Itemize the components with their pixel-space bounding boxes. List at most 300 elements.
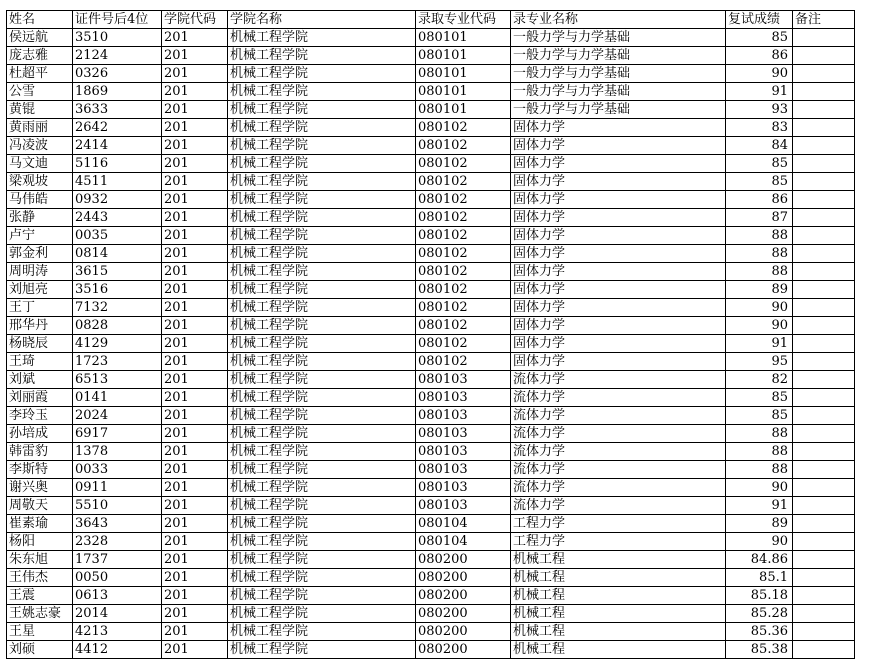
school-code-cell[interactable]: 201 — [162, 515, 228, 533]
name-cell[interactable]: 杜超平 — [7, 65, 73, 83]
school-name-cell[interactable]: 机械工程学院 — [228, 551, 416, 569]
header-major-code[interactable]: 录取专业代码 — [416, 11, 511, 29]
retest-score-cell[interactable]: 89 — [726, 281, 793, 299]
remarks-cell[interactable] — [793, 119, 855, 137]
remarks-cell[interactable] — [793, 641, 855, 659]
name-cell[interactable]: 谢兴奥 — [7, 479, 73, 497]
name-cell[interactable]: 黄雨丽 — [7, 119, 73, 137]
school-name-cell[interactable]: 机械工程学院 — [228, 515, 416, 533]
school-code-cell[interactable]: 201 — [162, 587, 228, 605]
id-last4-cell[interactable]: 2443 — [73, 209, 162, 227]
major-code-cell[interactable]: 080200 — [416, 551, 511, 569]
name-cell[interactable]: 马伟皓 — [7, 191, 73, 209]
major-code-cell[interactable]: 080102 — [416, 191, 511, 209]
major-name-cell[interactable]: 固体力学 — [511, 209, 726, 227]
remarks-cell[interactable] — [793, 533, 855, 551]
major-name-cell[interactable]: 固体力学 — [511, 191, 726, 209]
name-cell[interactable]: 梁观坡 — [7, 173, 73, 191]
retest-score-cell[interactable]: 85.38 — [726, 641, 793, 659]
name-cell[interactable]: 郭金利 — [7, 245, 73, 263]
retest-score-cell[interactable]: 93 — [726, 101, 793, 119]
remarks-cell[interactable] — [793, 515, 855, 533]
remarks-cell[interactable] — [793, 263, 855, 281]
school-code-cell[interactable]: 201 — [162, 551, 228, 569]
remarks-cell[interactable] — [793, 65, 855, 83]
major-name-cell[interactable]: 一般力学与力学基础 — [511, 65, 726, 83]
school-name-cell[interactable]: 机械工程学院 — [228, 569, 416, 587]
remarks-cell[interactable] — [793, 371, 855, 389]
name-cell[interactable]: 杨阳 — [7, 533, 73, 551]
major-code-cell[interactable]: 080103 — [416, 497, 511, 515]
remarks-cell[interactable] — [793, 173, 855, 191]
id-last4-cell[interactable]: 0141 — [73, 389, 162, 407]
name-cell[interactable]: 李斯特 — [7, 461, 73, 479]
header-school-name[interactable]: 学院名称 — [228, 11, 416, 29]
major-name-cell[interactable]: 流体力学 — [511, 443, 726, 461]
school-name-cell[interactable]: 机械工程学院 — [228, 317, 416, 335]
major-name-cell[interactable]: 流体力学 — [511, 425, 726, 443]
school-code-cell[interactable]: 201 — [162, 173, 228, 191]
id-last4-cell[interactable]: 2328 — [73, 533, 162, 551]
id-last4-cell[interactable]: 4213 — [73, 623, 162, 641]
school-code-cell[interactable]: 201 — [162, 47, 228, 65]
remarks-cell[interactable] — [793, 479, 855, 497]
major-name-cell[interactable]: 流体力学 — [511, 479, 726, 497]
id-last4-cell[interactable]: 6513 — [73, 371, 162, 389]
remarks-cell[interactable] — [793, 245, 855, 263]
id-last4-cell[interactable]: 2124 — [73, 47, 162, 65]
name-cell[interactable]: 李玲玉 — [7, 407, 73, 425]
table-row — [7, 155, 855, 173]
id-last4-cell[interactable]: 3615 — [73, 263, 162, 281]
school-code-cell[interactable]: 201 — [162, 191, 228, 209]
remarks-cell[interactable] — [793, 461, 855, 479]
remarks-cell[interactable] — [793, 299, 855, 317]
school-code-cell[interactable]: 201 — [162, 119, 228, 137]
major-code-cell[interactable]: 080103 — [416, 479, 511, 497]
major-code-cell[interactable]: 080101 — [416, 47, 511, 65]
major-name-cell[interactable]: 固体力学 — [511, 227, 726, 245]
name-cell[interactable]: 朱东旭 — [7, 551, 73, 569]
name-cell[interactable]: 邢华丹 — [7, 317, 73, 335]
major-name-cell[interactable]: 工程力学 — [511, 533, 726, 551]
major-name-cell[interactable]: 固体力学 — [511, 317, 726, 335]
major-code-cell[interactable]: 080102 — [416, 119, 511, 137]
id-last4-cell[interactable]: 0932 — [73, 191, 162, 209]
school-name-cell[interactable]: 机械工程学院 — [228, 299, 416, 317]
major-name-cell[interactable]: 固体力学 — [511, 299, 726, 317]
name-cell[interactable]: 王丁 — [7, 299, 73, 317]
retest-score-cell[interactable]: 89 — [726, 515, 793, 533]
school-name-cell[interactable]: 机械工程学院 — [228, 407, 416, 425]
retest-score-cell[interactable]: 87 — [726, 209, 793, 227]
table-row — [7, 479, 855, 497]
major-name-cell[interactable]: 流体力学 — [511, 407, 726, 425]
school-code-cell[interactable]: 201 — [162, 479, 228, 497]
id-last4-cell[interactable]: 1737 — [73, 551, 162, 569]
major-name-cell[interactable]: 流体力学 — [511, 461, 726, 479]
name-cell[interactable]: 王星 — [7, 623, 73, 641]
school-code-cell[interactable]: 201 — [162, 371, 228, 389]
school-code-cell[interactable]: 201 — [162, 569, 228, 587]
school-name-cell[interactable]: 机械工程学院 — [228, 353, 416, 371]
table-row — [7, 605, 855, 623]
major-name-cell[interactable]: 固体力学 — [511, 155, 726, 173]
id-last4-cell[interactable]: 0613 — [73, 587, 162, 605]
retest-score-cell[interactable]: 91 — [726, 83, 793, 101]
major-name-cell[interactable]: 固体力学 — [511, 353, 726, 371]
school-name-cell[interactable]: 机械工程学院 — [228, 497, 416, 515]
school-code-cell[interactable]: 201 — [162, 353, 228, 371]
header-id-last4[interactable]: 证件号后4位 — [73, 11, 162, 29]
id-last4-cell[interactable]: 7132 — [73, 299, 162, 317]
table-row — [7, 245, 855, 263]
school-code-cell[interactable]: 201 — [162, 389, 228, 407]
major-code-cell[interactable]: 080104 — [416, 533, 511, 551]
retest-score-cell[interactable]: 85 — [726, 389, 793, 407]
name-cell[interactable]: 崔素瑜 — [7, 515, 73, 533]
school-name-cell[interactable]: 机械工程学院 — [228, 155, 416, 173]
table-row — [7, 515, 855, 533]
name-cell[interactable]: 侯远航 — [7, 29, 73, 47]
school-name-cell[interactable]: 机械工程学院 — [228, 191, 416, 209]
retest-score-cell[interactable]: 90 — [726, 479, 793, 497]
major-code-cell[interactable]: 080101 — [416, 83, 511, 101]
remarks-cell[interactable] — [793, 569, 855, 587]
school-code-cell[interactable]: 201 — [162, 407, 228, 425]
id-last4-cell[interactable]: 1378 — [73, 443, 162, 461]
major-name-cell[interactable]: 机械工程 — [511, 569, 726, 587]
major-name-cell[interactable]: 一般力学与力学基础 — [511, 83, 726, 101]
retest-score-cell[interactable]: 88 — [726, 461, 793, 479]
major-name-cell[interactable]: 机械工程 — [511, 551, 726, 569]
id-last4-cell[interactable]: 3516 — [73, 281, 162, 299]
retest-score-cell[interactable]: 86 — [726, 191, 793, 209]
id-last4-cell[interactable]: 5116 — [73, 155, 162, 173]
remarks-cell[interactable] — [793, 227, 855, 245]
name-cell[interactable]: 刘斌 — [7, 371, 73, 389]
major-code-cell[interactable]: 080101 — [416, 29, 511, 47]
major-code-cell[interactable]: 080103 — [416, 461, 511, 479]
table-row — [7, 263, 855, 281]
school-name-cell[interactable]: 机械工程学院 — [228, 281, 416, 299]
school-name-cell[interactable]: 机械工程学院 — [228, 461, 416, 479]
major-code-cell[interactable]: 080102 — [416, 227, 511, 245]
major-code-cell[interactable]: 080101 — [416, 101, 511, 119]
school-code-cell[interactable]: 201 — [162, 281, 228, 299]
school-name-cell[interactable]: 机械工程学院 — [228, 533, 416, 551]
retest-score-cell[interactable]: 82 — [726, 371, 793, 389]
school-name-cell[interactable]: 机械工程学院 — [228, 479, 416, 497]
school-code-cell[interactable]: 201 — [162, 65, 228, 83]
school-code-cell[interactable]: 201 — [162, 29, 228, 47]
retest-score-cell[interactable]: 83 — [726, 119, 793, 137]
school-code-cell[interactable]: 201 — [162, 155, 228, 173]
major-code-cell[interactable]: 080102 — [416, 173, 511, 191]
retest-score-cell[interactable]: 91 — [726, 335, 793, 353]
remarks-cell[interactable] — [793, 191, 855, 209]
major-code-cell[interactable]: 080102 — [416, 335, 511, 353]
major-name-cell[interactable]: 一般力学与力学基础 — [511, 29, 726, 47]
school-code-cell[interactable]: 201 — [162, 245, 228, 263]
header-school-code[interactable]: 学院代码 — [162, 11, 228, 29]
major-name-cell[interactable]: 固体力学 — [511, 335, 726, 353]
major-code-cell[interactable]: 080102 — [416, 245, 511, 263]
retest-score-cell[interactable]: 84.86 — [726, 551, 793, 569]
header-name[interactable]: 姓名 — [7, 11, 73, 29]
school-code-cell[interactable]: 201 — [162, 425, 228, 443]
retest-score-cell[interactable]: 85 — [726, 173, 793, 191]
name-cell[interactable]: 张静 — [7, 209, 73, 227]
school-name-cell[interactable]: 机械工程学院 — [228, 137, 416, 155]
name-cell[interactable]: 周明涛 — [7, 263, 73, 281]
major-code-cell[interactable]: 080102 — [416, 353, 511, 371]
name-cell[interactable]: 刘丽霞 — [7, 389, 73, 407]
name-cell[interactable]: 韩雷豹 — [7, 443, 73, 461]
major-name-cell[interactable]: 固体力学 — [511, 119, 726, 137]
remarks-cell[interactable] — [793, 623, 855, 641]
school-name-cell[interactable]: 机械工程学院 — [228, 47, 416, 65]
major-name-cell[interactable]: 流体力学 — [511, 389, 726, 407]
id-last4-cell[interactable]: 4511 — [73, 173, 162, 191]
school-code-cell[interactable]: 201 — [162, 605, 228, 623]
retest-score-cell[interactable]: 88 — [726, 245, 793, 263]
name-cell[interactable]: 王震 — [7, 587, 73, 605]
name-cell[interactable]: 王伟杰 — [7, 569, 73, 587]
school-name-cell[interactable]: 机械工程学院 — [228, 29, 416, 47]
school-name-cell[interactable]: 机械工程学院 — [228, 65, 416, 83]
school-code-cell[interactable]: 201 — [162, 623, 228, 641]
table-row — [7, 119, 855, 137]
id-last4-cell[interactable]: 0828 — [73, 317, 162, 335]
retest-score-cell[interactable]: 85 — [726, 155, 793, 173]
remarks-cell[interactable] — [793, 587, 855, 605]
name-cell[interactable]: 公雪 — [7, 83, 73, 101]
name-cell[interactable]: 杨晓辰 — [7, 335, 73, 353]
school-code-cell[interactable]: 201 — [162, 641, 228, 659]
major-name-cell[interactable]: 一般力学与力学基础 — [511, 101, 726, 119]
major-code-cell[interactable]: 080102 — [416, 209, 511, 227]
school-code-cell[interactable]: 201 — [162, 227, 228, 245]
major-name-cell[interactable]: 机械工程 — [511, 623, 726, 641]
school-code-cell[interactable]: 201 — [162, 209, 228, 227]
major-code-cell[interactable]: 080102 — [416, 155, 511, 173]
remarks-cell[interactable] — [793, 335, 855, 353]
retest-score-cell[interactable]: 90 — [726, 65, 793, 83]
id-last4-cell[interactable]: 0035 — [73, 227, 162, 245]
remarks-cell[interactable] — [793, 443, 855, 461]
retest-score-cell[interactable]: 88 — [726, 263, 793, 281]
school-name-cell[interactable]: 机械工程学院 — [228, 425, 416, 443]
remarks-cell[interactable] — [793, 101, 855, 119]
major-code-cell[interactable]: 080103 — [416, 425, 511, 443]
id-last4-cell[interactable]: 0050 — [73, 569, 162, 587]
remarks-cell[interactable] — [793, 389, 855, 407]
retest-score-cell[interactable]: 85 — [726, 407, 793, 425]
header-major-name[interactable]: 录专业名称 — [511, 11, 726, 29]
major-name-cell[interactable]: 固体力学 — [511, 173, 726, 191]
remarks-cell[interactable] — [793, 425, 855, 443]
retest-score-cell[interactable]: 95 — [726, 353, 793, 371]
remarks-cell[interactable] — [793, 281, 855, 299]
name-cell[interactable]: 刘旭亮 — [7, 281, 73, 299]
major-name-cell[interactable]: 一般力学与力学基础 — [511, 47, 726, 65]
remarks-cell[interactable] — [793, 353, 855, 371]
id-last4-cell[interactable]: 5510 — [73, 497, 162, 515]
remarks-cell[interactable] — [793, 605, 855, 623]
school-name-cell[interactable]: 机械工程学院 — [228, 119, 416, 137]
major-name-cell[interactable]: 固体力学 — [511, 263, 726, 281]
name-cell[interactable]: 周敬天 — [7, 497, 73, 515]
id-last4-cell[interactable]: 0033 — [73, 461, 162, 479]
retest-score-cell[interactable]: 85.18 — [726, 587, 793, 605]
major-name-cell[interactable]: 固体力学 — [511, 245, 726, 263]
retest-score-cell[interactable]: 90 — [726, 533, 793, 551]
name-cell[interactable]: 黄锟 — [7, 101, 73, 119]
retest-score-cell[interactable]: 84 — [726, 137, 793, 155]
school-name-cell[interactable]: 机械工程学院 — [228, 101, 416, 119]
remarks-cell[interactable] — [793, 29, 855, 47]
id-last4-cell[interactable]: 4129 — [73, 335, 162, 353]
header-row — [7, 11, 855, 29]
header-remarks[interactable]: 备注 — [793, 11, 855, 29]
name-cell[interactable]: 庞志雅 — [7, 47, 73, 65]
header-retest-score[interactable]: 复试成绩 — [726, 11, 793, 29]
name-cell[interactable]: 冯凌波 — [7, 137, 73, 155]
major-code-cell[interactable]: 080102 — [416, 299, 511, 317]
major-code-cell[interactable]: 080103 — [416, 407, 511, 425]
school-code-cell[interactable]: 201 — [162, 497, 228, 515]
major-code-cell[interactable]: 080200 — [416, 569, 511, 587]
id-last4-cell[interactable]: 2024 — [73, 407, 162, 425]
table-row — [7, 569, 855, 587]
major-code-cell[interactable]: 080102 — [416, 263, 511, 281]
school-name-cell[interactable]: 机械工程学院 — [228, 173, 416, 191]
major-name-cell[interactable]: 固体力学 — [511, 137, 726, 155]
remarks-cell[interactable] — [793, 47, 855, 65]
retest-score-cell[interactable]: 88 — [726, 443, 793, 461]
remarks-cell[interactable] — [793, 497, 855, 515]
table-row — [7, 173, 855, 191]
remarks-cell[interactable] — [793, 83, 855, 101]
retest-score-cell[interactable]: 88 — [726, 227, 793, 245]
school-name-cell[interactable]: 机械工程学院 — [228, 227, 416, 245]
id-last4-cell[interactable]: 1723 — [73, 353, 162, 371]
id-last4-cell[interactable]: 0911 — [73, 479, 162, 497]
retest-score-cell[interactable]: 88 — [726, 425, 793, 443]
major-code-cell[interactable]: 080103 — [416, 389, 511, 407]
remarks-cell[interactable] — [793, 407, 855, 425]
school-code-cell[interactable]: 201 — [162, 83, 228, 101]
major-code-cell[interactable]: 080101 — [416, 65, 511, 83]
major-code-cell[interactable]: 080102 — [416, 137, 511, 155]
major-name-cell[interactable]: 流体力学 — [511, 497, 726, 515]
name-cell[interactable]: 王琦 — [7, 353, 73, 371]
school-code-cell[interactable]: 201 — [162, 443, 228, 461]
major-code-cell[interactable]: 080104 — [416, 515, 511, 533]
school-name-cell[interactable]: 机械工程学院 — [228, 83, 416, 101]
name-cell[interactable]: 王姚志豪 — [7, 605, 73, 623]
school-name-cell[interactable]: 机械工程学院 — [228, 335, 416, 353]
school-name-cell[interactable]: 机械工程学院 — [228, 641, 416, 659]
retest-score-cell[interactable]: 85.28 — [726, 605, 793, 623]
remarks-cell[interactable] — [793, 137, 855, 155]
retest-score-cell[interactable]: 90 — [726, 317, 793, 335]
major-name-cell[interactable]: 机械工程 — [511, 605, 726, 623]
major-code-cell[interactable]: 080102 — [416, 317, 511, 335]
major-code-cell[interactable]: 080200 — [416, 641, 511, 659]
school-code-cell[interactable]: 201 — [162, 137, 228, 155]
school-code-cell[interactable]: 201 — [162, 101, 228, 119]
school-name-cell[interactable]: 机械工程学院 — [228, 371, 416, 389]
id-last4-cell[interactable]: 2642 — [73, 119, 162, 137]
school-name-cell[interactable]: 机械工程学院 — [228, 443, 416, 461]
major-code-cell[interactable]: 080102 — [416, 281, 511, 299]
school-code-cell[interactable]: 201 — [162, 263, 228, 281]
remarks-cell[interactable] — [793, 155, 855, 173]
retest-score-cell[interactable]: 85.1 — [726, 569, 793, 587]
id-last4-cell[interactable]: 2014 — [73, 605, 162, 623]
name-cell[interactable]: 孙培成 — [7, 425, 73, 443]
name-cell[interactable]: 刘硕 — [7, 641, 73, 659]
id-last4-cell[interactable]: 0814 — [73, 245, 162, 263]
id-last4-cell[interactable]: 3643 — [73, 515, 162, 533]
retest-score-cell[interactable]: 91 — [726, 497, 793, 515]
retest-score-cell[interactable]: 86 — [726, 47, 793, 65]
id-last4-cell[interactable]: 3633 — [73, 101, 162, 119]
retest-score-cell[interactable]: 85.36 — [726, 623, 793, 641]
school-code-cell[interactable]: 201 — [162, 533, 228, 551]
school-code-cell[interactable]: 201 — [162, 335, 228, 353]
retest-score-cell[interactable]: 85 — [726, 29, 793, 47]
remarks-cell[interactable] — [793, 551, 855, 569]
name-cell[interactable]: 卢宁 — [7, 227, 73, 245]
major-code-cell[interactable]: 080200 — [416, 587, 511, 605]
major-code-cell[interactable]: 080103 — [416, 371, 511, 389]
retest-score-cell[interactable]: 90 — [726, 299, 793, 317]
id-last4-cell[interactable]: 3510 — [73, 29, 162, 47]
id-last4-cell[interactable]: 1869 — [73, 83, 162, 101]
major-name-cell[interactable]: 固体力学 — [511, 281, 726, 299]
id-last4-cell[interactable]: 6917 — [73, 425, 162, 443]
school-name-cell[interactable]: 机械工程学院 — [228, 209, 416, 227]
id-last4-cell[interactable]: 4412 — [73, 641, 162, 659]
major-code-cell[interactable]: 080200 — [416, 605, 511, 623]
school-name-cell[interactable]: 机械工程学院 — [228, 623, 416, 641]
school-name-cell[interactable]: 机械工程学院 — [228, 587, 416, 605]
id-last4-cell[interactable]: 0326 — [73, 65, 162, 83]
school-name-cell[interactable]: 机械工程学院 — [228, 245, 416, 263]
remarks-cell[interactable] — [793, 209, 855, 227]
major-name-cell[interactable]: 工程力学 — [511, 515, 726, 533]
major-name-cell[interactable]: 流体力学 — [511, 371, 726, 389]
major-code-cell[interactable]: 080200 — [416, 623, 511, 641]
major-name-cell[interactable]: 机械工程 — [511, 641, 726, 659]
name-cell[interactable]: 马文迪 — [7, 155, 73, 173]
school-code-cell[interactable]: 201 — [162, 317, 228, 335]
school-name-cell[interactable]: 机械工程学院 — [228, 605, 416, 623]
major-name-cell[interactable]: 机械工程 — [511, 587, 726, 605]
table-row — [7, 389, 855, 407]
school-name-cell[interactable]: 机械工程学院 — [228, 263, 416, 281]
id-last4-cell[interactable]: 2414 — [73, 137, 162, 155]
school-code-cell[interactable]: 201 — [162, 299, 228, 317]
table-row — [7, 407, 855, 425]
remarks-cell[interactable] — [793, 317, 855, 335]
school-name-cell[interactable]: 机械工程学院 — [228, 389, 416, 407]
school-code-cell[interactable]: 201 — [162, 461, 228, 479]
major-code-cell[interactable]: 080103 — [416, 443, 511, 461]
